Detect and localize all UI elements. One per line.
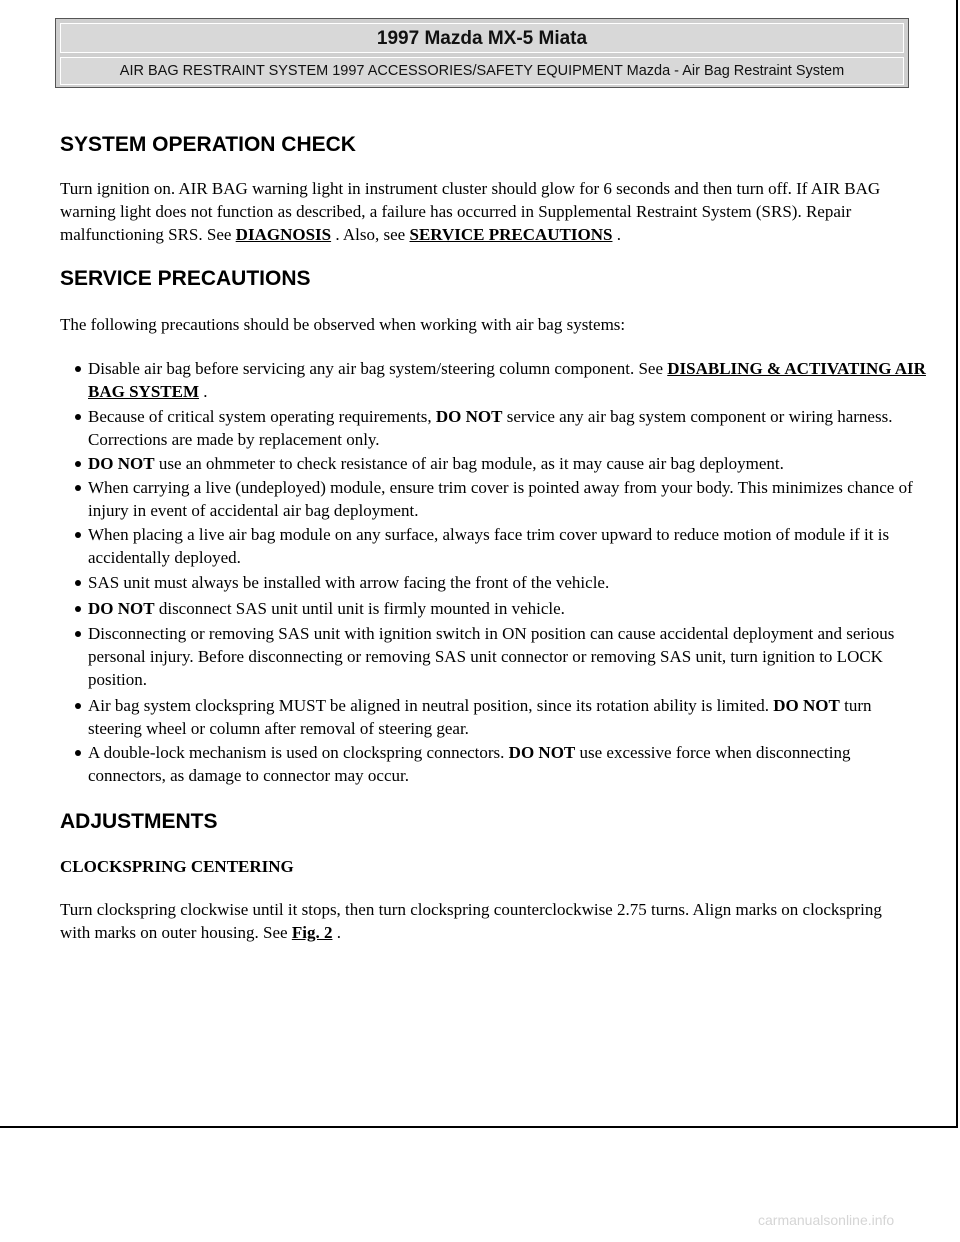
bullet-icon — [75, 606, 81, 612]
bullet-icon — [75, 485, 81, 491]
system-check-end: . — [612, 225, 621, 244]
precaution-text: Disconnecting or removing SAS unit with ignition switch in ON position can cause accidental deployment and serious personal injury. Before disconnecting or removing SAS unit connector or removing SAS unit, turn ignition to LOCK position. — [88, 624, 895, 689]
precaution-text: use excessive force when disconnecting connectors, as damage to connector may occur. — [88, 743, 851, 785]
document-header — [55, 18, 909, 88]
header-title: 1997 Mazda MX-5 Miata — [60, 23, 904, 53]
precaution-text: When placing a live air bag module on any surface, always face trim cover upward to reduce motion of module if it is accidentally deployed. — [88, 525, 890, 567]
precaution-item — [88, 523, 928, 569]
service-precautions-link[interactable]: SERVICE PRECAUTIONS — [409, 225, 613, 244]
service-precautions-heading: SERVICE PRECAUTIONS — [60, 267, 311, 290]
bullet-icon — [75, 703, 81, 709]
precaution-text: Disable air bag before servicing any air bag system/steering column component. See — [88, 359, 668, 378]
do-not-emphasis: DO NOT — [773, 696, 840, 715]
disabling-activating-link[interactable]: DISABLING & ACTIVATING AIR BAG SYSTEM — [88, 359, 926, 401]
precautions-intro: The following precautions should be observed when working with air bag systems: — [60, 315, 626, 334]
clockspring-text: Turn clockspring clockwise until it stops, then turn clockspring counterclockwise 2.75 turns. Align marks on clockspring with marks on outer housing. See — [60, 900, 882, 942]
bullet-icon — [75, 580, 81, 586]
precaution-text: use an ohmmeter to check resistance of air bag module, as it may cause air bag deployment. — [154, 454, 784, 473]
bullet-icon — [75, 532, 81, 538]
precaution-text: service any air bag system component or wiring harness. Corrections are made by replacement only. — [88, 407, 893, 449]
precaution-item — [88, 571, 928, 594]
precaution-item — [88, 622, 928, 691]
adjustments-heading: ADJUSTMENTS — [60, 810, 218, 833]
precaution-text: A double-lock mechanism is used on clockspring connectors. — [88, 743, 509, 762]
precaution-end: . — [199, 382, 208, 401]
precaution-item — [88, 476, 928, 522]
precaution-item — [88, 597, 928, 620]
do-not-emphasis: DO NOT — [435, 407, 503, 426]
bullet-icon — [75, 414, 81, 420]
bullet-icon — [75, 366, 81, 372]
clockspring-end: . — [332, 923, 341, 942]
precaution-item — [88, 741, 928, 787]
bullet-icon — [75, 631, 81, 637]
watermark: carmanualsonline.info — [758, 1212, 895, 1228]
header-subtitle: AIR BAG RESTRAINT SYSTEM 1997 ACCESSORIES/SAFETY EQUIPMENT Mazda - Air Bag Restraint System — [60, 57, 904, 85]
system-check-paragraph — [60, 177, 900, 246]
do-not-emphasis: DO NOT — [88, 599, 155, 618]
system-check-heading: SYSTEM OPERATION CHECK — [60, 133, 356, 156]
precaution-item — [88, 357, 928, 403]
diagnosis-link[interactable]: DIAGNOSIS — [235, 225, 332, 244]
page-border-bottom — [0, 1126, 958, 1128]
precaution-text: turn steering wheel or column after removal of steering gear. — [88, 696, 872, 738]
precaution-text: When carrying a live (undeployed) module, ensure trim cover is pointed away from your body. This minimizes chance of injury in event of accidental air bag deployment. — [88, 478, 913, 520]
do-not-emphasis: DO NOT — [508, 743, 576, 762]
precaution-item — [88, 452, 928, 475]
bullet-icon — [75, 461, 81, 467]
precaution-item — [88, 694, 928, 740]
page-border-right — [956, 0, 958, 1128]
clockspring-centering-heading: CLOCKSPRING CENTERING — [60, 857, 294, 876]
fig-2-link[interactable]: Fig. 2 — [291, 923, 333, 942]
system-check-mid: . Also, see — [331, 225, 410, 244]
system-check-text: Turn ignition on. AIR BAG warning light in instrument cluster should glow for 6 seconds and then turn off. If AIR BAG warning light does not function as described, a failure has occurred in Supplemental Restraint System (SRS). Repair malfunctioning SRS. See — [60, 179, 881, 244]
bullet-icon — [75, 750, 81, 756]
do-not-emphasis: DO NOT — [88, 454, 155, 473]
precaution-text: disconnect SAS unit until unit is firmly mounted in vehicle. — [154, 599, 565, 618]
precaution-text: SAS unit must always be installed with arrow facing the front of the vehicle. — [88, 573, 610, 592]
clockspring-paragraph — [60, 898, 900, 944]
precaution-text: Because of critical system operating requirements, — [88, 407, 436, 426]
precaution-text: Air bag system clockspring MUST be aligned in neutral position, since its rotation ability is limited. — [88, 696, 774, 715]
precaution-item — [88, 405, 928, 451]
